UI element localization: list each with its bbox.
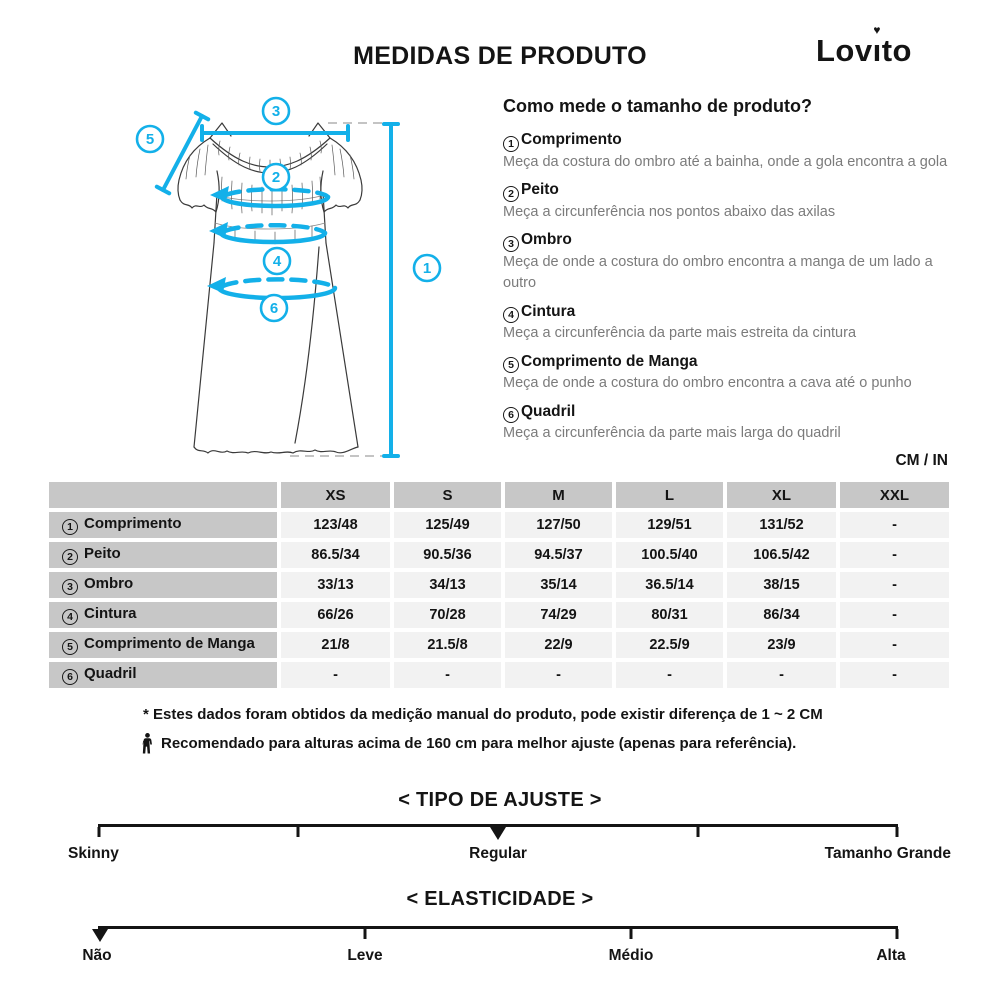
column-header: M: [505, 482, 612, 508]
table-row: [49, 572, 949, 598]
elasticity-scale-title: < ELASTICIDADE >: [406, 888, 594, 910]
table-cell: 90.5/36: [394, 542, 501, 568]
table-cell: -: [840, 512, 949, 538]
table-cell: -: [281, 662, 390, 688]
table-cell: 38/15: [727, 572, 836, 598]
circled-number: 4: [503, 307, 519, 323]
callout-1: [414, 255, 440, 281]
fit-label-regular: Regular: [469, 845, 527, 862]
row-label: 6 Quadril: [49, 662, 277, 688]
guide-item-name: 4 Cintura: [503, 301, 963, 324]
height-recommendation-note: [141, 733, 796, 754]
circled-number: 6: [503, 407, 519, 423]
fit-scale-title: < TIPO DE AJUSTE >: [398, 789, 602, 811]
table-cell: 100.5/40: [616, 542, 723, 568]
table-cell: 22.5/9: [616, 632, 723, 658]
table-cell: -: [840, 662, 949, 688]
tick-mark: [630, 929, 633, 939]
brand-logo-text: Lovı ♥ to: [815, 23, 912, 68]
page-title: MEDIDAS DE PRODUTO: [353, 42, 647, 70]
callout-4: [264, 248, 290, 274]
dress-diagram: [40, 95, 460, 470]
row-label: 5 Comprimento de Manga: [49, 632, 277, 658]
column-header: XXL: [840, 482, 949, 508]
guide-item-name: 5 Comprimento de Manga: [503, 351, 963, 374]
fit-marker-icon: [490, 827, 506, 840]
brand-logo: [815, 23, 912, 69]
table-cell: -: [840, 602, 949, 628]
guide-item-desc: Meça de onde a costura do ombro encontra a cava até o punho: [503, 375, 912, 391]
table-cell: -: [616, 662, 723, 688]
guide-item-desc: Meça da costura do ombro até a bainha, onde a gola encontra a gola: [503, 153, 948, 170]
hip-ellipse-dashed: [223, 279, 335, 288]
table-cell: 66/26: [281, 602, 390, 628]
table-cell: 86/34: [727, 602, 836, 628]
elasticity-marker-icon: [92, 929, 108, 942]
fit-label-skinny: Skinny: [68, 845, 119, 862]
table-cell: 123/48: [281, 512, 390, 538]
guide-item-desc: Meça a circunferência da parte mais estreita da cintura: [503, 325, 857, 341]
person-icon: [141, 733, 154, 754]
svg-text:6: 6: [269, 300, 279, 317]
row-label: 4 Cintura: [49, 602, 277, 628]
guide-item-desc: Meça de onde a costura do ombro encontra a manga de um lado a outro: [503, 253, 933, 291]
table-cell: 34/13: [394, 572, 501, 598]
elasticity-label-medio: Médio: [608, 947, 654, 964]
table-cell: -: [727, 662, 836, 688]
table-cell: 70/28: [394, 602, 501, 628]
heart-icon: ♥: [873, 23, 881, 37]
table-corner-cell: [49, 482, 277, 508]
elasticity-label-leve: Leve: [347, 947, 383, 964]
table-cell: -: [505, 662, 612, 688]
table-cell: 106.5/42: [727, 542, 836, 568]
circled-number: 2: [503, 186, 519, 202]
table-cell: 80/31: [616, 602, 723, 628]
circled-number: 3: [62, 579, 78, 595]
tick-mark: [896, 929, 899, 939]
circled-number: 1: [503, 136, 519, 152]
table-cell: 23/9: [727, 632, 836, 658]
size-table-header-row: [49, 482, 949, 508]
table-row: [49, 512, 949, 538]
table-cell: 36.5/14: [616, 572, 723, 598]
fit-label-tamanho-grande: Tamanho Grande: [824, 845, 951, 862]
table-row: [49, 632, 949, 658]
guide-item-name: 1 Comprimento: [503, 129, 963, 152]
tick-mark: [363, 929, 366, 939]
table-cell: 129/51: [616, 512, 723, 538]
callout-6: [261, 295, 287, 321]
table-cell: 33/13: [281, 572, 390, 598]
table-cell: 86.5/34: [281, 542, 390, 568]
guide-item-name: 2 Peito: [503, 179, 963, 202]
column-header: XS: [281, 482, 390, 508]
table-cell: -: [840, 542, 949, 568]
size-table: [45, 478, 953, 692]
guide-item-desc: Meça a circunferência nos pontos abaixo das axilas: [503, 203, 836, 220]
table-cell: -: [840, 632, 949, 658]
callout-2: [263, 164, 289, 190]
circled-number: 5: [62, 639, 78, 655]
row-label: 3 Ombro: [49, 572, 277, 598]
units-label: CM / IN: [895, 452, 948, 469]
gather-strokes: [186, 141, 354, 244]
circled-number: 4: [62, 609, 78, 625]
girth-ellipses: [219, 189, 335, 298]
circled-number: 1: [62, 519, 78, 535]
table-cell: 35/14: [505, 572, 612, 598]
circled-number: 3: [503, 236, 519, 252]
guide-heading: Como mede o tamanho de produto?: [503, 96, 812, 116]
sleeve-measure-line: [163, 116, 202, 190]
svg-text:2: 2: [271, 169, 281, 186]
fit-scale-line: [98, 824, 898, 827]
column-header: S: [394, 482, 501, 508]
table-cell: -: [840, 572, 949, 598]
svg-text:4: 4: [272, 253, 282, 270]
tick-mark: [297, 827, 300, 837]
table-cell: 131/52: [727, 512, 836, 538]
table-cell: 21/8: [281, 632, 390, 658]
table-cell: 21.5/8: [394, 632, 501, 658]
callout-3: [263, 98, 289, 124]
measurement-tolerance-note: * Estes dados foram obtidos da medição manual do produto, pode existir diferença de 1 ~ 2 CM: [143, 706, 823, 723]
measure-guide: [503, 96, 963, 445]
circled-number: 2: [62, 549, 78, 565]
table-cell: 125/49: [394, 512, 501, 538]
elasticity-scale-line: [98, 926, 898, 929]
tick-mark: [697, 827, 700, 837]
table-cell: 74/29: [505, 602, 612, 628]
table-row: [49, 602, 949, 628]
column-header: L: [616, 482, 723, 508]
row-label: 2 Peito: [49, 542, 277, 568]
table-cell: 127/50: [505, 512, 612, 538]
tick-mark: [98, 827, 101, 837]
svg-text:5: 5: [145, 131, 155, 148]
row-label: 1 Comprimento: [49, 512, 277, 538]
waist-ellipse-solid: [221, 233, 325, 242]
table-row: [49, 542, 949, 568]
guide-item-name: 6 Quadril: [503, 401, 963, 424]
circled-number: 6: [62, 669, 78, 685]
callout-5: [137, 126, 163, 152]
svg-text:3: 3: [271, 103, 281, 120]
column-header: XL: [727, 482, 836, 508]
guide-item-desc: Meça a circunferência da parte mais larga do quadril: [503, 425, 841, 441]
elasticity-label-alta: Alta: [876, 947, 906, 964]
table-row: [49, 662, 949, 688]
height-note-text: Recomendado para alturas acima de 160 cm para melhor ajuste (apenas para referência).: [161, 735, 797, 752]
svg-text:1: 1: [422, 260, 432, 277]
table-cell: -: [394, 662, 501, 688]
projection-dashes: [290, 123, 388, 456]
circled-number: 5: [503, 357, 519, 373]
elasticity-label-nao: Não: [82, 947, 112, 964]
table-cell: 94.5/37: [505, 542, 612, 568]
guide-item-name: 3 Ombro: [503, 229, 963, 252]
tick-mark: [896, 827, 899, 837]
table-cell: 22/9: [505, 632, 612, 658]
